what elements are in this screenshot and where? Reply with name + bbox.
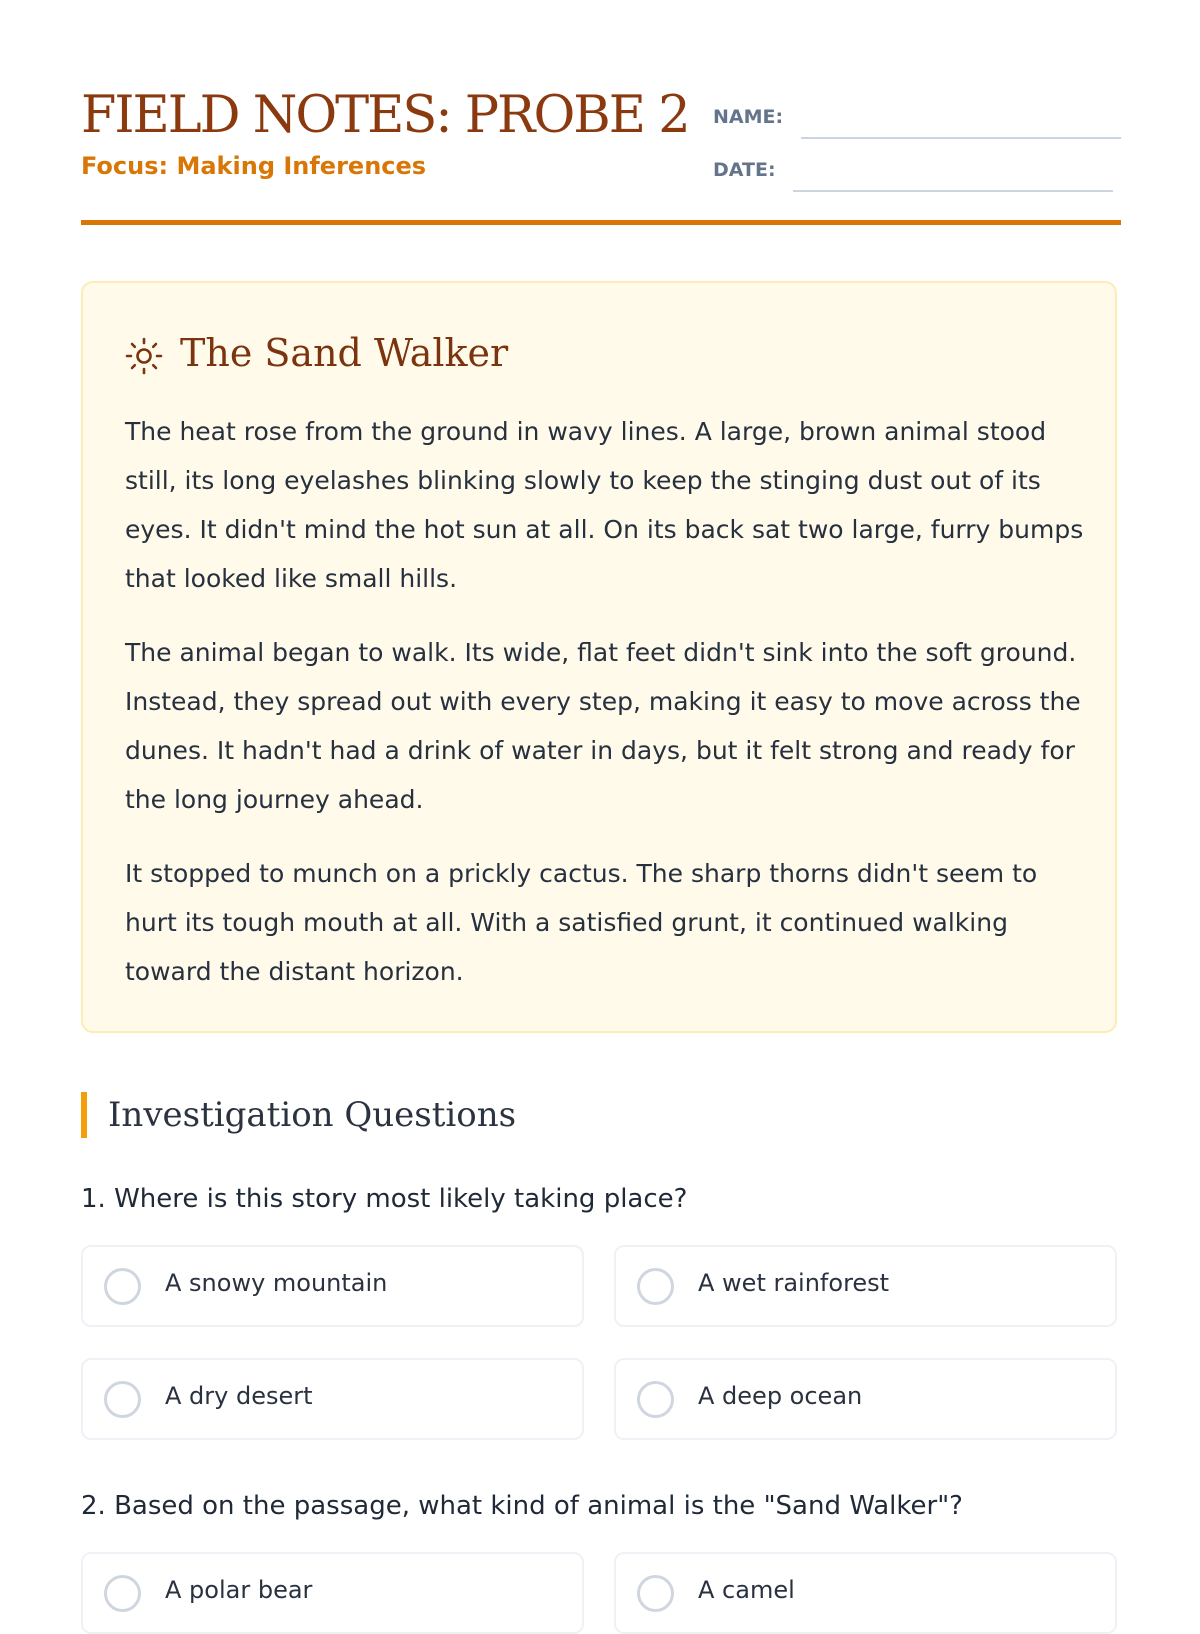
name-label: NAME: <box>713 106 784 128</box>
answer-option[interactable] <box>81 1358 584 1440</box>
date-label: DATE: <box>713 159 776 181</box>
option-label: A wet rainforest <box>698 1269 890 1297</box>
option-label: A deep ocean <box>698 1382 863 1410</box>
story-card <box>81 281 1117 1033</box>
story-paragraph: The heat rose from the ground in wavy lines. A large, brown animal stood still, its long eyelashes blinking slowly to keep the stinging dust out of its eyes. It didn't mind the hot sun at all. On its back sat two large, furry bumps that looked like small hills. <box>125 417 1084 593</box>
answer-option[interactable] <box>614 1552 1117 1634</box>
answer-option[interactable] <box>614 1245 1117 1327</box>
date-field[interactable] <box>793 190 1113 192</box>
radio-button[interactable] <box>104 1381 141 1418</box>
option-label: A polar bear <box>165 1576 313 1604</box>
radio-button[interactable] <box>637 1268 674 1305</box>
focus-subtitle: Focus: Making Inferences <box>81 152 427 180</box>
header-divider <box>81 220 1121 225</box>
page-title: FIELD NOTES: PROBE 2 <box>81 86 689 145</box>
radio-button[interactable] <box>637 1381 674 1418</box>
question-2: 2. Based on the passage, what kind of animal is the "Sand Walker"? <box>81 1491 963 1521</box>
option-label: A dry desert <box>165 1382 313 1410</box>
name-field[interactable] <box>801 137 1121 139</box>
radio-button[interactable] <box>637 1575 674 1612</box>
answer-option[interactable] <box>81 1245 584 1327</box>
option-label: A camel <box>698 1576 795 1604</box>
worksheet-header <box>81 84 1121 228</box>
section-accent-bar <box>81 1092 87 1138</box>
section-title: Investigation Questions <box>108 1095 517 1135</box>
radio-button[interactable] <box>104 1268 141 1305</box>
answer-option[interactable] <box>81 1552 584 1634</box>
story-paragraph: The animal began to walk. Its wide, flat feet didn't sink into the soft ground. Instead, they spread out with every step, making it easy to move across the dunes. It hadn't had a drink of water in days, but it felt strong and ready for the long journey ahead. <box>125 638 1081 814</box>
sun-icon <box>125 337 163 375</box>
story-title: The Sand Walker <box>180 331 509 375</box>
radio-button[interactable] <box>104 1575 141 1612</box>
story-passage <box>125 407 1085 1021</box>
story-paragraph: It stopped to munch on a prickly cactus. The sharp thorns didn't seem to hurt its tough mouth at all. With a satisfied grunt, it continued walking toward the distant horizon. <box>125 859 1038 986</box>
question-1: 1. Where is this story most likely taking place? <box>81 1184 688 1214</box>
answer-option[interactable] <box>614 1358 1117 1440</box>
option-label: A snowy mountain <box>165 1269 388 1297</box>
